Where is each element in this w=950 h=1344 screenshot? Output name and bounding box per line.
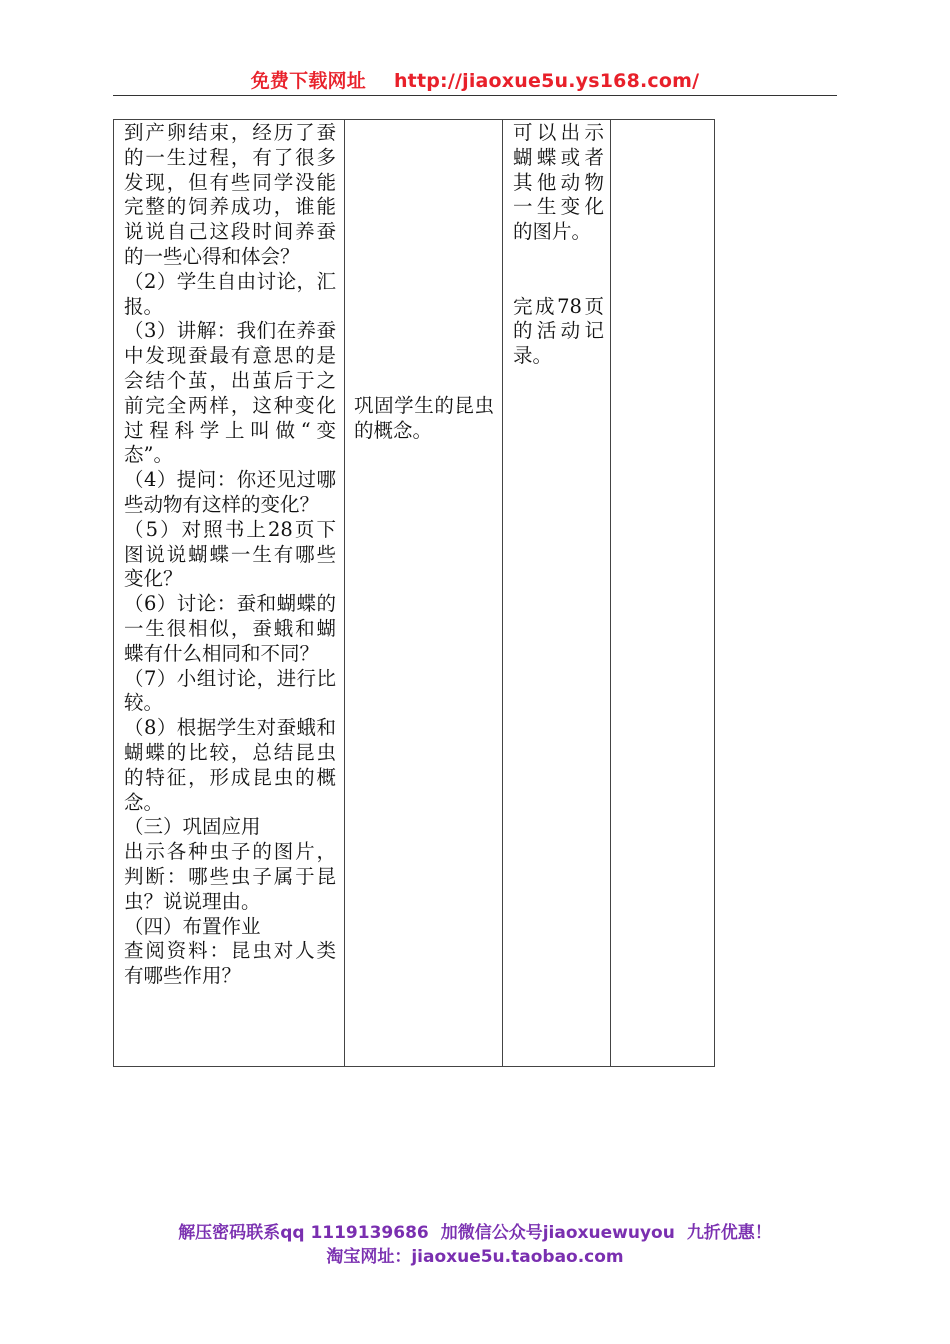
header-label: 免费下载网址	[250, 70, 366, 92]
footer-wechat-prefix: 加微信公众号	[440, 1223, 543, 1243]
paragraph-step-7: （7）小组讨论，进行比较。	[124, 666, 336, 715]
footer-taobao-label: 淘宝网址：	[326, 1247, 412, 1267]
resource-cell	[503, 120, 611, 1067]
footer-contact-prefix: 解压密码联系	[178, 1223, 281, 1243]
teaching-process-cell	[114, 120, 345, 1067]
intent-cell	[345, 120, 503, 1067]
paragraph-step-4: （4）提问：你还见过哪些动物有这样的变化？	[124, 468, 336, 516]
section-heading-homework: （四）布置作业	[124, 914, 261, 938]
paragraph-step-3: （3）讲解：我们在养蚕中发现蚕最有意思的是会结个茧，出茧后于之前完全两样，这种变化过程科学上叫做“变态”。	[124, 319, 336, 467]
paragraph-apply: 出示各种虫子的图片，判断：哪些虫子属于昆虫？说说理由。	[124, 840, 336, 913]
footer-discount: 九折优惠！	[686, 1223, 772, 1243]
paragraph-intro: 到产卵结束，经历了蚕的一生过程，有了很多发现，但有些同学没能完整的饲养成功，谁能说说自己这段时间养蚕的一些心得和体会？	[124, 121, 336, 268]
paragraph-step-5: （5）对照书上28页下图说说蝴蝶一生有哪些变化？	[124, 517, 336, 591]
resource-text-1: 可以出示蝴蝶或者其他动物一生变化的图片。	[513, 121, 604, 244]
paragraph-step-6: （6）讨论：蚕和蝴蝶的一生很相似，蚕蛾和蝴蝶有什么相同和不同？	[124, 592, 336, 665]
footer-contact	[0, 1218, 950, 1243]
footer-qq: qq 1119139686	[280, 1223, 429, 1243]
page-header	[0, 66, 950, 93]
section-heading-apply: （三）巩固应用	[124, 815, 261, 839]
paragraph-homework: 查阅资料：昆虫对人类有哪些作用？	[124, 939, 336, 988]
footer-taobao	[0, 1242, 950, 1267]
table-row	[114, 120, 715, 1067]
lesson-plan-table	[113, 119, 715, 1067]
paragraph-step-8: （8）根据学生对蚕蛾和蝴蝶的比较，总结昆虫的特征，形成昆虫的概念。	[124, 716, 336, 814]
header-divider	[113, 95, 837, 96]
footer-taobao-link[interactable]: jiaoxue5u.taobao.com	[411, 1247, 624, 1267]
intent-text: 巩固学生的昆虫的概念。	[354, 394, 494, 442]
header-url-link[interactable]: http://jiaoxue5u.ys168.com/	[393, 70, 700, 92]
paragraph-step-2: （2）学生自由讨论，汇报。	[124, 269, 336, 318]
footer-wechat-id: jiaoxuewuyou	[542, 1223, 675, 1243]
notes-cell	[611, 120, 715, 1067]
resource-text-2: 完成78页的活动记录。	[513, 294, 604, 368]
